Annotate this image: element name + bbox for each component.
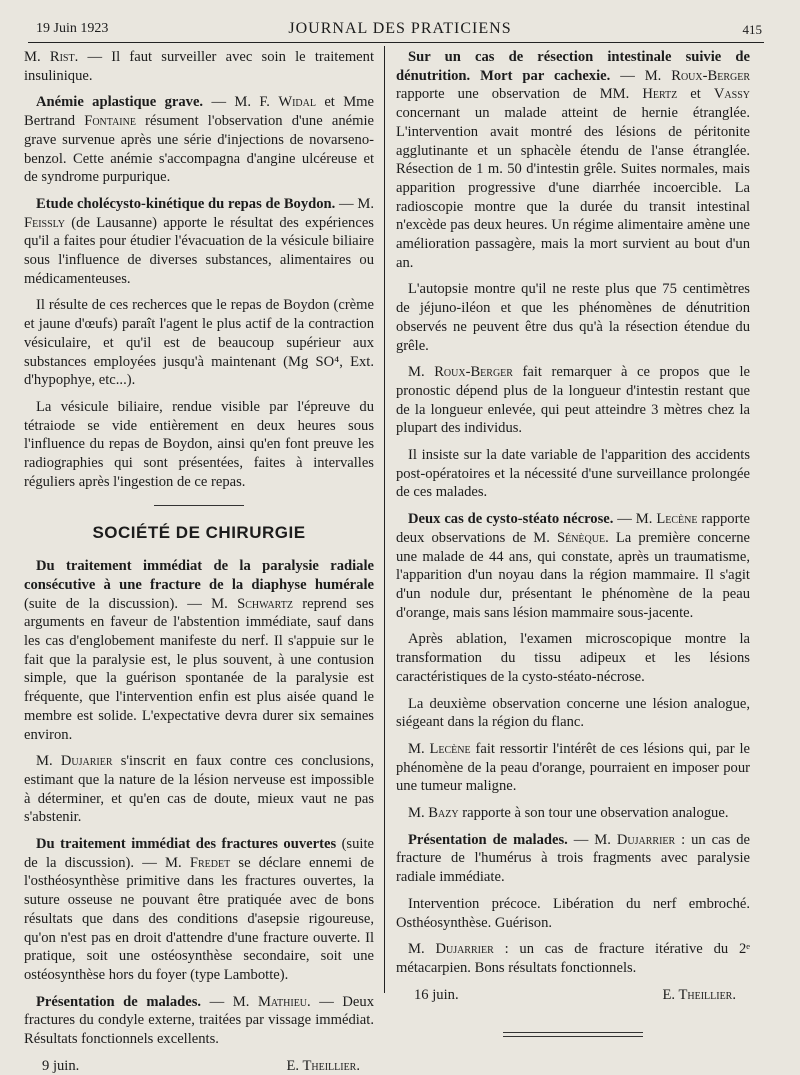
- article-title: Présentation de malades.: [408, 831, 568, 848]
- signature-date: 9 juin.: [42, 1057, 80, 1074]
- article-title: Du traitement immédiat des fractures ouvertes: [36, 836, 337, 853]
- paragraph: Présentation de malades. — M. Dujarrier : un cas de fracture de l'humérus à trois fragments avec paralysie radiale immédiate.: [396, 831, 750, 886]
- article-title: Etude cholécysto-kinétique du repas de Boydon.: [36, 195, 336, 212]
- paragraph: M. Dujarier s'inscrit en faux contre ces conclusions, estimant que la nature de la lésion nerveuse est impossible à déterminer, et qu'en cas de doute, mieux vaut ne pas s'abstenir.: [24, 753, 374, 826]
- header-rule: [28, 42, 764, 43]
- paragraph: L'autopsie montre qu'il ne reste plus que 75 centimètres de jéjuno-iléon et que les phénomènes de dénutrition observés ne peuvent être dus qu'à la résection étendue du grêle.: [396, 281, 750, 354]
- article-title: Anémie aplastique grave.: [36, 94, 204, 111]
- paragraph: Présentation de malades. — M. Mathieu. — Deux fractures du condyle externe, traitées par vissage immédiat. Résultats fonctionnels excellents.: [24, 993, 375, 1048]
- paragraph: Du traitement immédiat de la paralysie radiale consécutive à une fracture de la diaphyse humérale (suite de la discussion). — M. Schwartz reprend ses arguments en faveur de l'abstention immédiate, sauf dans les cas d'englobement manifeste du nerf. Il s'appuie sur le fait que la paralysie est, le plus souvent, à une contusion simple, que la guérison spontanée de la paralysie est fréquente, que l'intervention enfin est plus aisée quand le membre est solide. L'expectative devra durer six semaines environ.: [24, 558, 374, 743]
- signature-name: E. Theillier.: [662, 986, 736, 1003]
- paragraph: M. Bazy rapporte à son tour une observation analogue.: [408, 805, 729, 822]
- paragraph: M. Rist. — Il faut surveiller avec soin le traitement insulinique.: [24, 49, 375, 84]
- article-title: Présentation de malades.: [36, 993, 202, 1010]
- left-column: [24, 48, 374, 1075]
- section-title: SOCIÉTÉ DE CHIRURGIE: [92, 523, 306, 543]
- article-title: Deux cas de cysto-stéato nécrose.: [408, 511, 614, 528]
- signature-name: E. Theillier.: [286, 1057, 360, 1074]
- journal-title: JOURNAL DES PRATICIENS: [288, 20, 512, 37]
- signature-date: 16 juin.: [414, 986, 459, 1003]
- page-number: 415: [742, 22, 762, 37]
- issue-date: 19 Juin 1923: [36, 21, 109, 36]
- paragraph: M. Lecène fait ressortir l'intérêt de ces lésions qui, par le phénomène de la peau d'orange, pourraient en imposer pour une tumeur maligne.: [396, 740, 750, 795]
- article-title: Du traitement immédiat de la paralysie radiale consécutive à une fracture de la diaphyse humérale: [24, 558, 374, 593]
- signature-line: [24, 1057, 374, 1075]
- section-separator: [154, 505, 244, 506]
- paragraph: Deux cas de cysto-stéato nécrose. — M. Lecène rapporte deux observations de M. Sénèque. La première concerne une malade de 44 ans, qui constate, après un traumatisme, l'apparition d'un noyau dans la région mammaire. Il s'agit d'un nodule dur, présentant le phénomène de la peau d'orange, mais sans lésion mammaire sous-jacente.: [396, 511, 750, 621]
- paragraph: Intervention précoce. Libération du nerf embroché. Osthéosynthèse. Guérison.: [396, 895, 750, 931]
- page-header: [36, 18, 764, 40]
- paragraph: M. Dujarrier : un cas de fracture itérative du 2ᵉ métacarpien. Bons résultats fonctionnels.: [396, 941, 751, 976]
- end-rule: [503, 1032, 643, 1037]
- article-title: Sur un cas de résection intestinale suivie de dénutrition. Mort par cachexie.: [396, 49, 750, 84]
- paragraph: Sur un cas de résection intestinale suivie de dénutrition. Mort par cachexie. — M. Roux-Berger rapporte une observation de MM. Hertz et Vassy concernant un malade atteint de hernie étranglée. L'intervention avait montré des lésions de péritonite agglutinante et un sphacèle étendu de l'anse étranglée. Résection de 1 m. 50 d'intestin grêle. Suites normales, mais apparition progressive d'une diarrhée incoercible. La radioscopie montre que la durée du transit intestinal n'excède pas deux heures. Un régime alimentaire amène une amélioration passagère, mais la mort survient au bout d'un an.: [396, 49, 750, 271]
- paragraph: Anémie aplastique grave. — M. F. Widal et Mme Bertrand Fontaine résument l'observation d'une anémie grave survenue après une série d'injections de novarseno-benzol. Cette anémie s'accompagna d'angine ulcéreuse et de syndrome purpurique.: [24, 94, 375, 186]
- right-column: [396, 48, 750, 1037]
- paragraph: Après ablation, l'examen microscopique montre la transformation du tissu adipeux et les lésions caractéristiques de la cysto-stéato-nécrose.: [396, 631, 750, 685]
- paragraph: Du traitement immédiat des fractures ouvertes (suite de la discussion). — M. Fredet se déclare ennemi de l'osthéosynthèse primitive dans les fractures ouvertes, la suture osseuse ne pouvant être pratiquée avec de bons résultats que dans des conditions d'asepsie rigoureuse, qu'on n'est pas en droit d'attendre d'une fracture ouverte. Il pratique, soit une ostéosynthèse secondaire, soit une ostéosynthèse hors du foyer (type Lambotte).: [24, 836, 374, 983]
- signature-line: [396, 986, 750, 1005]
- paragraph: Il résulte de ces recherces que le repas de Boydon (crème et jaune d'œufs) paraît l'agent le plus actif de la contraction vésiculaire, et qu'il est de beaucoup supérieur aux substances employées jusqu'à maintenant (Mg SO⁴, Ext. d'hypophye, etc...).: [24, 297, 374, 389]
- column-divider: [384, 46, 385, 993]
- paragraph: M. Roux-Berger fait remarquer à ce propos que le pronostic dépend plus de la longueur d'intestin restant que de la longueur enlevée, qui peut atteindre 3 mètres chez la plupart des individus.: [396, 364, 750, 437]
- paragraph: Il insiste sur la date variable de l'apparition des accidents post-opératoires et la nécessité d'une surveillance prolongée de ces malades.: [396, 447, 750, 501]
- paragraph: La vésicule biliaire, rendue visible par l'épreuve du tétraiode se vide entièrement en deux heures sous l'influence du repas de Boydon, ainsi qu'en font preuve les radiographies qui sont présentées, faites à intervalles réguliers après l'ingestion de ce repas.: [24, 398, 374, 490]
- paragraph: Etude cholécysto-kinétique du repas de Boydon. — M. Feissly (de Lausanne) apporte le résultat des expériences qu'il a faites pour étudier l'évacuation de la vésicule biliaire sous l'influence de diverses substances, alimentaires ou médicamenteuses.: [24, 195, 374, 287]
- paragraph: La deuxième observation concerne une lésion analogue, siégeant dans la région du flanc.: [396, 695, 750, 731]
